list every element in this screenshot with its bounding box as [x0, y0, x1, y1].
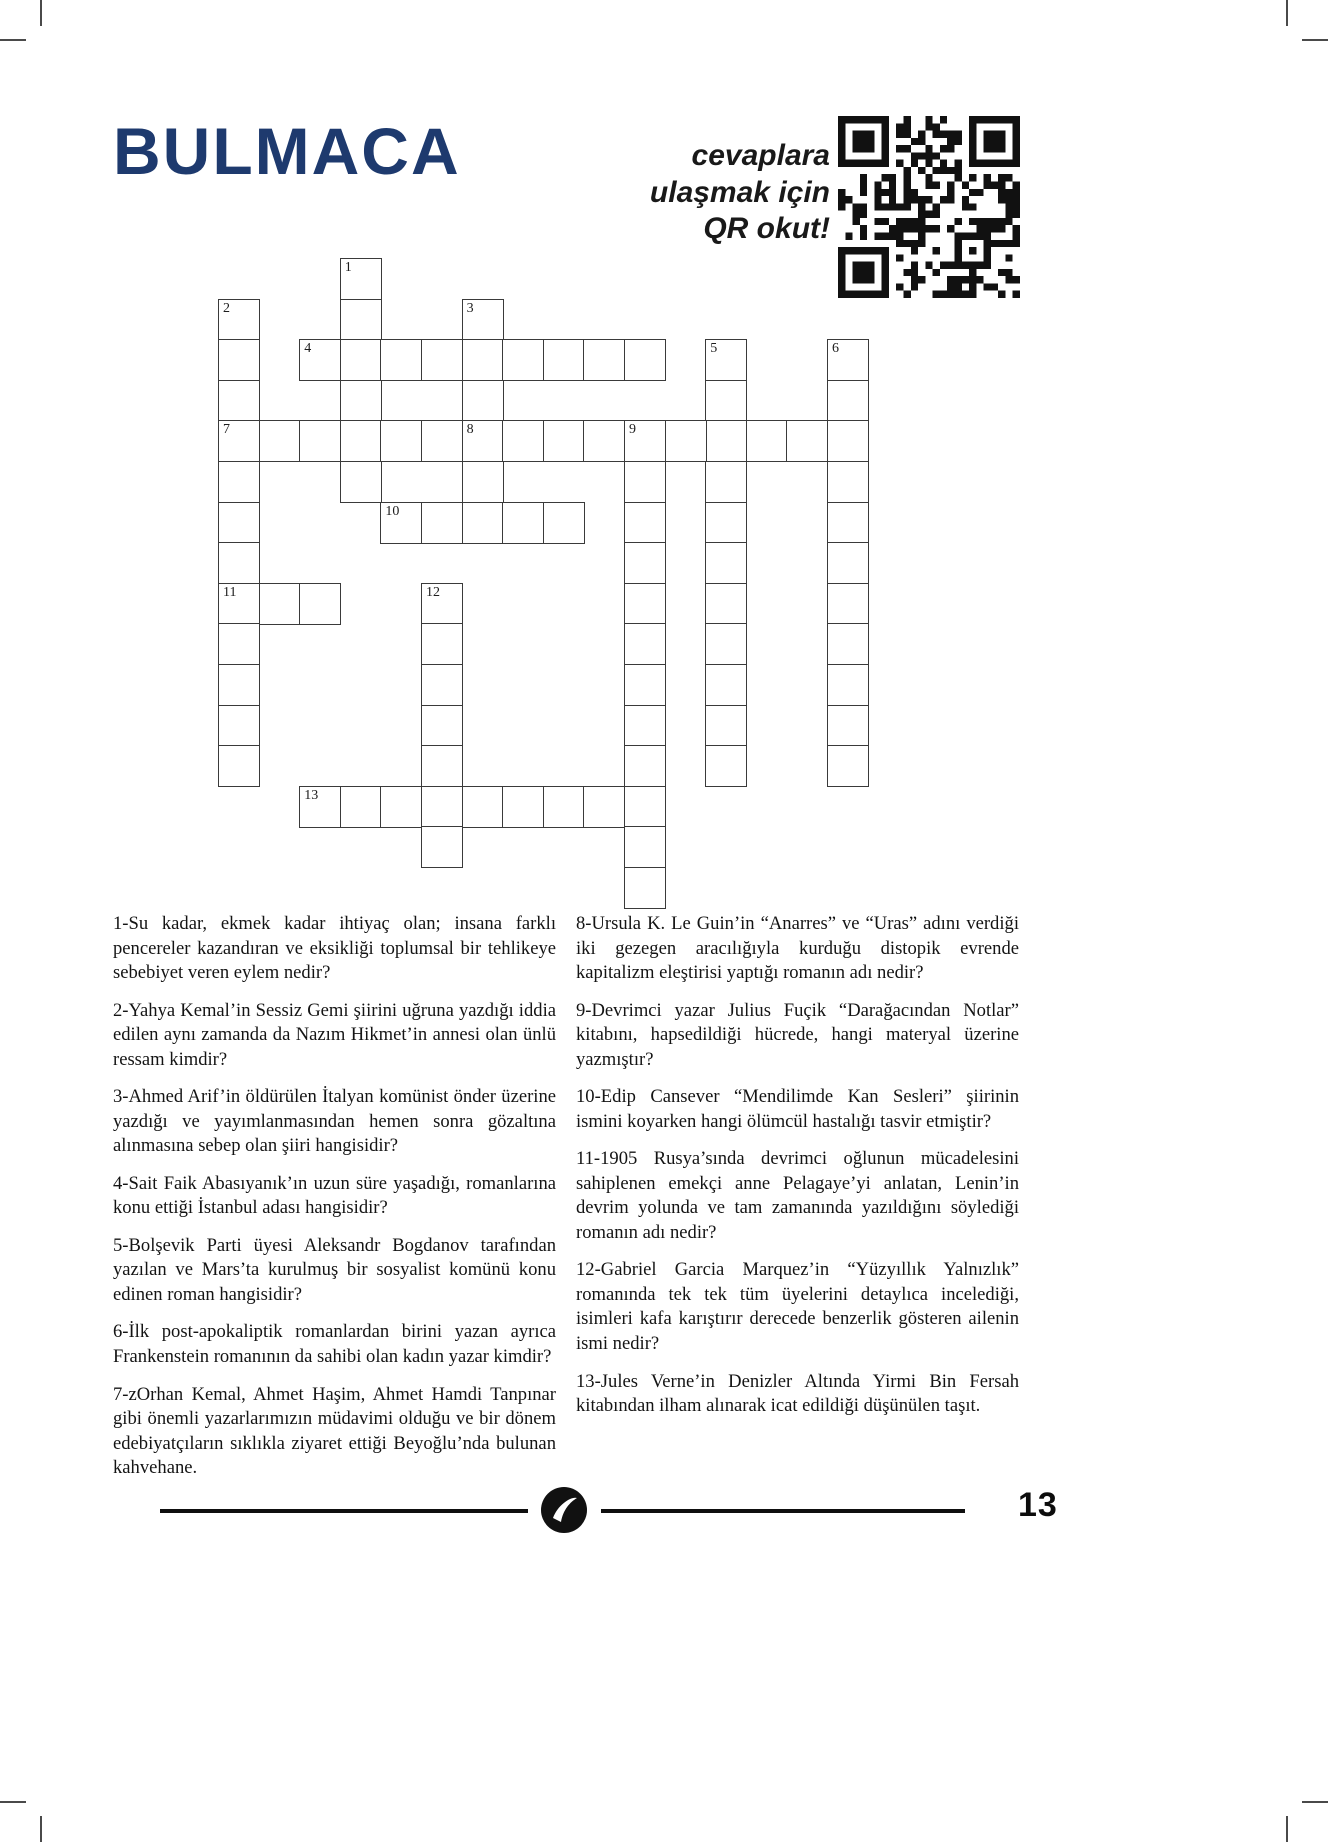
grid-cell[interactable] [583, 339, 625, 381]
crop-mark [1286, 1816, 1288, 1842]
grid-cell[interactable] [624, 705, 666, 747]
cell-number: 4 [304, 341, 312, 357]
grid-cell[interactable] [827, 502, 869, 544]
clues-left [113, 912, 556, 1494]
grid-cell[interactable] [380, 786, 422, 828]
grid-cell[interactable] [705, 542, 747, 584]
grid-cell[interactable] [827, 705, 869, 747]
grid-cell[interactable] [705, 502, 747, 544]
grid-cell[interactable] [705, 420, 747, 462]
crop-mark [1286, 0, 1288, 26]
grid-cell[interactable] [380, 339, 422, 381]
clues-section [113, 912, 1019, 1494]
grid-cell[interactable] [421, 786, 463, 828]
grid-cell[interactable] [421, 502, 463, 544]
grid-cell[interactable] [705, 623, 747, 665]
grid-cell[interactable] [624, 786, 666, 828]
grid-cell[interactable] [705, 745, 747, 787]
grid-cell[interactable] [340, 299, 382, 341]
cell-number: 6 [832, 341, 839, 357]
grid-cell[interactable] [665, 420, 707, 462]
grid-cell[interactable] [462, 299, 504, 341]
qr-caption-line-3: QR okut! [703, 212, 830, 246]
clue-text: 1-Su kadar, ekmek kadar ihtiyaç olan; insana farklı pencereler kazandıran ve eksikliği toplumsal bir tehlikeye sebebiyet veren eylem nedir? [113, 913, 556, 984]
grid-cell[interactable] [624, 420, 666, 462]
grid-cell[interactable] [502, 786, 544, 828]
grid-cell[interactable] [705, 664, 747, 706]
grid-cell[interactable] [543, 786, 585, 828]
grid-cell[interactable] [462, 339, 504, 381]
clue-text: 9-Devrimci yazar Julius Fuçik “Darağacından Notlar” kitabını, hapsedildiği hücrede, hangi materyal üzerine yazmıştır? [576, 999, 1019, 1070]
grid-cell[interactable] [340, 420, 382, 462]
grid-cell[interactable] [421, 745, 463, 787]
grid-cell[interactable] [624, 826, 666, 868]
grid-cell[interactable] [827, 380, 869, 422]
crop-mark [40, 1816, 42, 1842]
grid-cell[interactable] [502, 502, 544, 544]
crop-mark [0, 39, 26, 41]
grid-cell[interactable] [218, 542, 260, 584]
cell-number: 11 [223, 584, 237, 600]
grid-cell[interactable] [299, 786, 341, 828]
grid-cell[interactable] [624, 867, 666, 909]
grid-cell[interactable] [462, 380, 504, 422]
grid-cell[interactable] [624, 583, 666, 625]
grid-cell[interactable] [827, 583, 869, 625]
cell-number: 13 [304, 787, 319, 803]
grid-cell[interactable] [380, 502, 422, 544]
grid-cell[interactable] [705, 583, 747, 625]
clue-text: 6-İlk post-apokaliptik romanlardan birini yazan ayrıca Frankenstein romanının da sahibi olan kadın yazar kimdir? [113, 1321, 556, 1367]
grid-cell[interactable] [827, 420, 869, 462]
grid-cell[interactable] [340, 339, 382, 381]
cell-number: 9 [629, 422, 636, 438]
qr-code-icon [838, 116, 1020, 298]
clue-text: 12-Gabriel Garcia Marquez’in “Yüzyıllık Yalnızlık” romanında tek tek tüm üyelerini detaylıca incelediği, isimleri kafa karıştırır derecede benzerlik gösteren ailenin ismi nedir? [576, 1259, 1019, 1354]
grid-cell[interactable] [624, 502, 666, 544]
grid-cell[interactable] [421, 664, 463, 706]
clue-text: 7-zOrhan Kemal, Ahmet Haşim, Ahmet Hamdi Tanpınar gibi önemli yazarlarımızın müdavimi olduğu ve bir dönem edebiyatçıların sıklıkla ziyaret ettiği Beyoğlu’nda bulunan kahvehane. [113, 1383, 556, 1479]
grid-cell[interactable] [624, 623, 666, 665]
grid-cell[interactable] [299, 339, 341, 381]
footer-rule-left [160, 1509, 528, 1513]
clue-text: 5-Bolşevik Parti üyesi Aleksandr Bogdanov tarafından yazılan ve Mars’ta kurulmuş bir sosyalist komünü konu edinen roman hangisidir? [113, 1234, 556, 1305]
grid-cell[interactable] [421, 826, 463, 868]
cell-number: 3 [466, 300, 474, 316]
grid-cell[interactable] [583, 786, 625, 828]
grid-cell[interactable] [218, 461, 260, 503]
grid-cell[interactable] [340, 258, 382, 300]
grid-cell[interactable] [705, 461, 747, 503]
cell-number: 5 [710, 341, 718, 357]
cell-number: 1 [344, 260, 352, 275]
grid-cell[interactable] [705, 380, 747, 422]
grid-cell[interactable] [421, 623, 463, 665]
grid-cell[interactable] [543, 339, 585, 381]
grid-cell[interactable] [746, 420, 788, 462]
grid-cell[interactable] [624, 664, 666, 706]
crop-mark [1302, 1801, 1328, 1803]
grid-cell[interactable] [421, 420, 463, 462]
grid-cell[interactable] [827, 542, 869, 584]
clue-text: 13-Jules Verne’in Denizler Altında Yirmi Bin Fersah kitabından ilham alınarak icat edildiği düşünülen taşıt. [576, 1370, 1019, 1417]
clue-text: 11-1905 Rusya’sında devrimci oğlunun mücadelesini sahiplenen emekçi anne Pelagaye’yi anlatan, Lenin’in devrim yolunda ve tam zamanında yazıldığını söylediği romanın adı nedir? [576, 1148, 1019, 1243]
cell-number: 12 [426, 584, 440, 600]
grid-cell[interactable] [624, 745, 666, 787]
cell-number: 7 [223, 422, 230, 438]
crop-mark [40, 0, 42, 26]
page-title: BULMACA [113, 114, 461, 188]
grid-cell[interactable] [624, 461, 666, 503]
grid-cell[interactable] [705, 705, 747, 747]
grid-cell[interactable] [827, 664, 869, 706]
grid-cell[interactable] [462, 502, 504, 544]
grid-cell[interactable] [218, 420, 260, 462]
clue-text: 3-Ahmed Arif’in öldürülen İtalyan komünist önder üzerine yazdığı ve yayımlanmasından hemen sonra gözaltına alınmasına sebep olan şiiri hangisidir? [113, 1086, 556, 1157]
grid-cell[interactable] [421, 583, 463, 625]
grid-cell[interactable] [340, 380, 382, 422]
grid-cell[interactable] [340, 786, 382, 828]
grid-cell[interactable] [218, 299, 260, 341]
qr-caption-line-1: cevaplara [691, 139, 830, 172]
grid-cell[interactable] [218, 380, 260, 422]
grid-cell[interactable] [218, 339, 260, 381]
grid-cell[interactable] [583, 420, 625, 462]
clue-text: 4-Sait Faik Abasıyanık’ın uzun süre yaşadığı, romanlarına konu ettiği İstanbul adası hangisidir? [113, 1172, 556, 1219]
footer-rule-right [601, 1509, 965, 1513]
grid-cell[interactable] [462, 786, 504, 828]
grid-cell[interactable] [462, 461, 504, 503]
grid-cell[interactable] [421, 705, 463, 747]
grid-cell[interactable] [624, 542, 666, 584]
grid-cell[interactable] [827, 461, 869, 503]
grid-cell[interactable] [299, 583, 341, 625]
cell-number: 10 [385, 503, 400, 519]
clue-text: 10-Edip Cansever “Mendilimde Kan Sesleri” şiirinin ismini koyarken hangi ölümcül hastalığı tasvir etmiştir? [576, 1086, 1019, 1132]
grid-cell[interactable] [380, 420, 422, 462]
grid-cell[interactable] [218, 705, 260, 747]
grid-cell[interactable] [705, 339, 747, 381]
grid-cell[interactable] [786, 420, 828, 462]
crop-mark [0, 1801, 26, 1803]
clue-text: 2-Yahya Kemal’in Sessiz Gemi şiirini uğruna yazdığı iddia edilen aynı zamanda da Nazım Hikmet’in annesi olan ünlü ressam kimdir? [113, 999, 556, 1070]
clue-text: 8-Ursula K. Le Guin’in “Anarres” ve “Uras” adını verdiği iki gezegen aracılığıyla kurduğu distopik evrende kapitalizm eleştirisi yaptığı romanın adı nedir? [576, 913, 1019, 984]
grid-cell[interactable] [502, 420, 544, 462]
grid-cell[interactable] [218, 745, 260, 787]
cell-number: 2 [223, 300, 230, 316]
grid-cell[interactable] [543, 420, 585, 462]
grid-cell[interactable] [827, 623, 869, 665]
grid-cell[interactable] [421, 339, 463, 381]
grid-cell[interactable] [259, 583, 301, 625]
grid-cell[interactable] [299, 420, 341, 462]
cell-number: 8 [466, 422, 474, 438]
grid-cell[interactable] [827, 339, 869, 381]
grid-cell[interactable] [624, 339, 666, 381]
qr-caption-line-2: ulaşmak için [649, 175, 830, 209]
grid-cell[interactable] [462, 420, 504, 462]
grid-cell[interactable] [218, 664, 260, 706]
grid-cell[interactable] [340, 461, 382, 503]
crop-mark [1302, 39, 1328, 41]
clues-right [576, 912, 1019, 1494]
page-number: 13 [1018, 1486, 1058, 1524]
grid-cell[interactable] [259, 420, 301, 462]
grid-cell[interactable] [502, 339, 544, 381]
qr-caption [500, 138, 830, 248]
grid-cell[interactable] [218, 623, 260, 665]
grid-cell[interactable] [827, 745, 869, 787]
publisher-logo-icon [539, 1485, 589, 1535]
grid-cell[interactable] [543, 502, 585, 544]
grid-cell[interactable] [218, 583, 260, 625]
grid-cell[interactable] [218, 502, 260, 544]
